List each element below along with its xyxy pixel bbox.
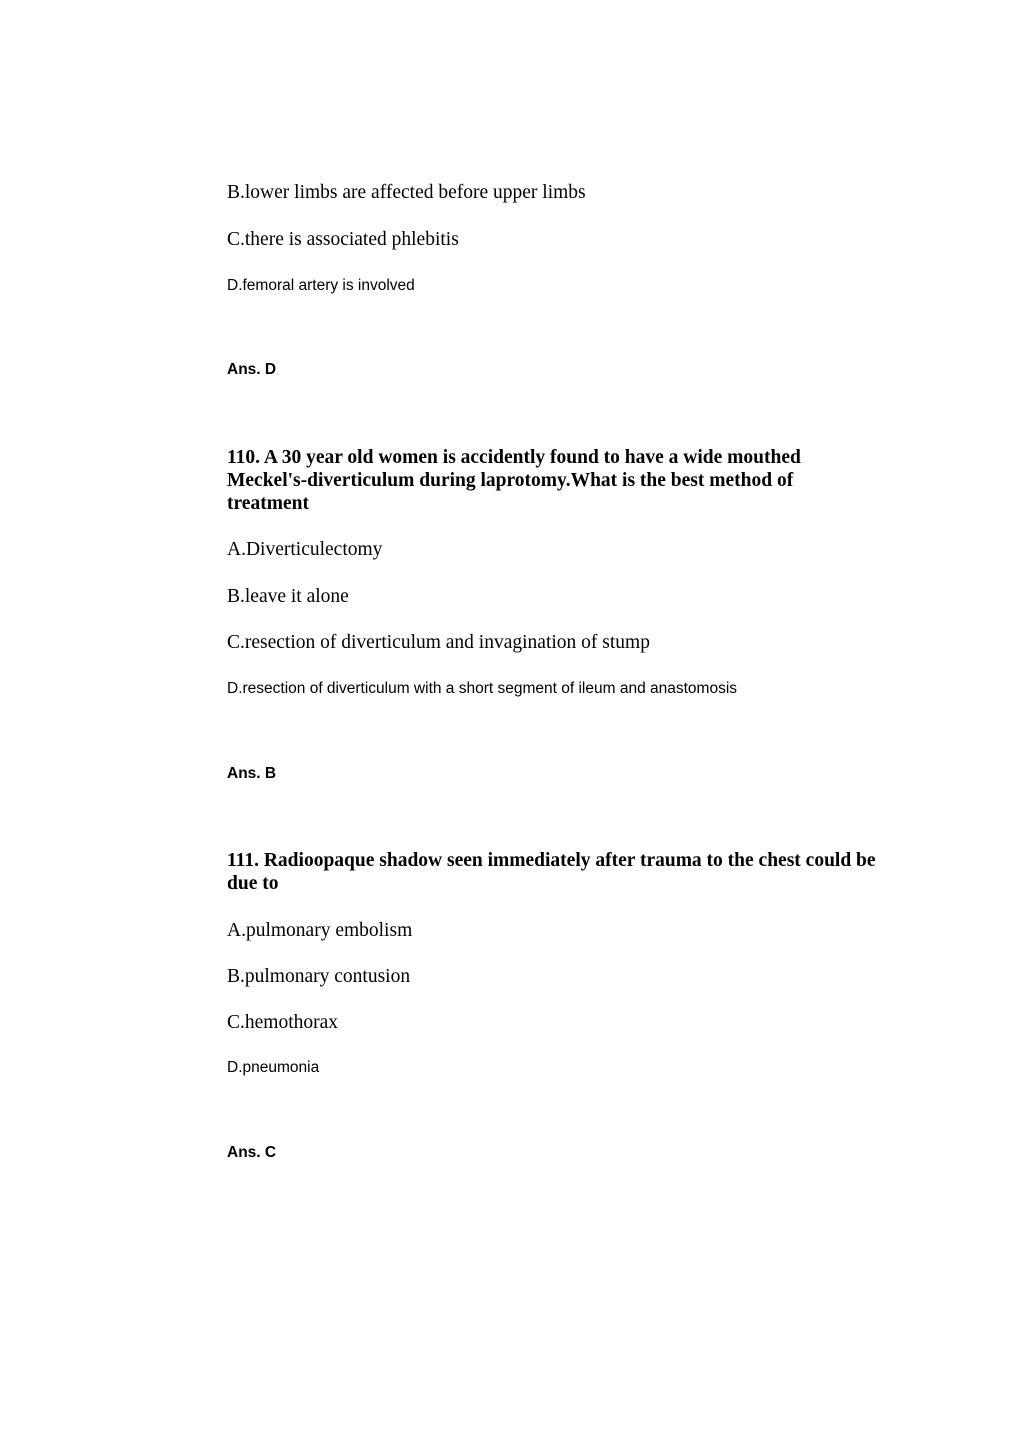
q110-option-b: B.leave it alone — [227, 586, 349, 607]
q110-option-d: D.resection of diverticulum with a short segment of ileum and anastomosis — [227, 680, 738, 697]
q111-option-a: A.pulmonary embolism — [227, 920, 413, 941]
q111-option-c: C.hemothorax — [227, 1012, 339, 1033]
q111-text-line-1: 111. Radioopaque shadow seen immediately after trauma to the chest could be — [227, 850, 876, 871]
q111-option-d: D.pneumonia — [227, 1059, 320, 1076]
q109-option-c: C.there is associated phlebitis — [227, 229, 459, 250]
q110-text-line-3: treatment — [227, 493, 309, 514]
q110-option-a: A.Diverticulectomy — [227, 539, 383, 560]
q110-text-line-1: 110. A 30 year old women is accidently found to have a wide mouthed — [227, 447, 801, 468]
q111-text-line-2: due to — [227, 873, 279, 894]
q110-option-c: C.resection of diverticulum and invagination of stump — [227, 632, 650, 653]
q111-option-b: B.pulmonary contusion — [227, 966, 411, 987]
q111-answer: Ans. C — [227, 1144, 277, 1161]
q109-option-d: D.femoral artery is involved — [227, 277, 415, 294]
q110-text-line-2: Meckel's-diverticulum during laprotomy.What is the best method of — [227, 470, 794, 491]
q109-option-b: B.lower limbs are affected before upper limbs — [227, 182, 586, 203]
q110-answer: Ans. B — [227, 765, 277, 782]
q109-answer: Ans. D — [227, 361, 277, 378]
